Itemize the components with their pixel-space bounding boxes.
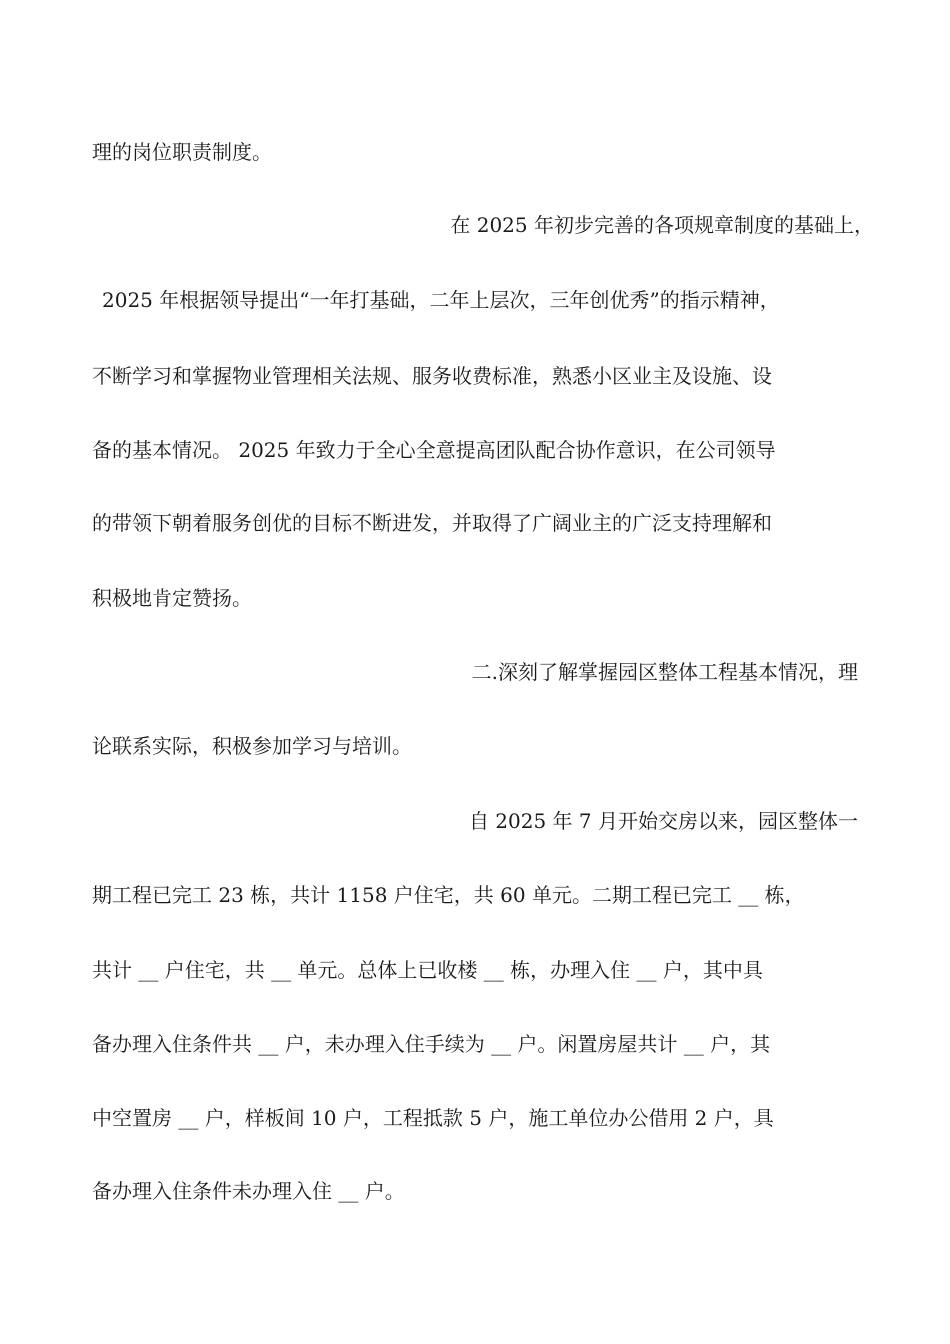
text-line	[0, 1098, 950, 1138]
text-line	[0, 1171, 950, 1211]
heading-text: 二.深刻了解掌握园区整体工程基本情况，理	[471, 660, 858, 684]
text-line	[0, 205, 950, 245]
line-text: 论联系实际，积极参加学习与培训。	[92, 734, 412, 758]
text-line	[0, 503, 950, 543]
text-line	[0, 801, 950, 841]
text-line	[0, 1024, 950, 1064]
line-text: 中空置房 __ 户，样板间 10 户，工程抵款 5 户，施工单位办公借用 2 户，具	[92, 1106, 774, 1130]
line-text: 积极地肯定赞扬。	[92, 586, 252, 610]
text-line	[0, 578, 950, 618]
line-text: 自 2025 年 7 月开始交房以来，园区整体一	[468, 809, 858, 833]
line-text: 共计 __ 户住宅，共 __ 单元。总体上已收楼 __ 栋，办理入住 __ 户，其中具	[92, 958, 763, 982]
text-line	[0, 356, 950, 396]
text-line	[0, 132, 950, 172]
section-heading	[0, 652, 950, 692]
text-line	[0, 726, 950, 766]
line-text: 备的基本情况。 2025 年致力于全心全意提高团队配合协作意识，在公司领导	[92, 438, 776, 462]
text-line	[0, 875, 950, 915]
line-text: 期工程已完工 23 栋，共计 1158 户住宅，共 60 单元。二期工程已完工 __ 栋，	[92, 883, 805, 907]
text-line	[0, 950, 950, 990]
line-text: 备办理入住条件未办理入住 __ 户。	[92, 1179, 405, 1203]
line-text: 在 2025 年初步完善的各项规章制度的基础上，	[450, 213, 874, 237]
text-line	[0, 280, 950, 320]
line-text: 的带领下朝着服务创优的目标不断进发，并取得了广阔业主的广泛支持理解和	[92, 511, 772, 535]
line-text: 2025 年根据领导提出“一年打基础，二年上层次，三年创优秀”的指示精神，	[102, 288, 780, 312]
line-text: 不断学习和掌握物业管理相关法规、服务收费标准，熟悉小区业主及设施、设	[92, 364, 772, 388]
text-line	[0, 430, 950, 470]
line-text: 备办理入住条件共 __ 户，未办理入住手续为 __ 户。闲置房屋共计 __ 户，其	[92, 1032, 771, 1056]
line-text: 理的岗位职责制度。	[92, 140, 272, 164]
